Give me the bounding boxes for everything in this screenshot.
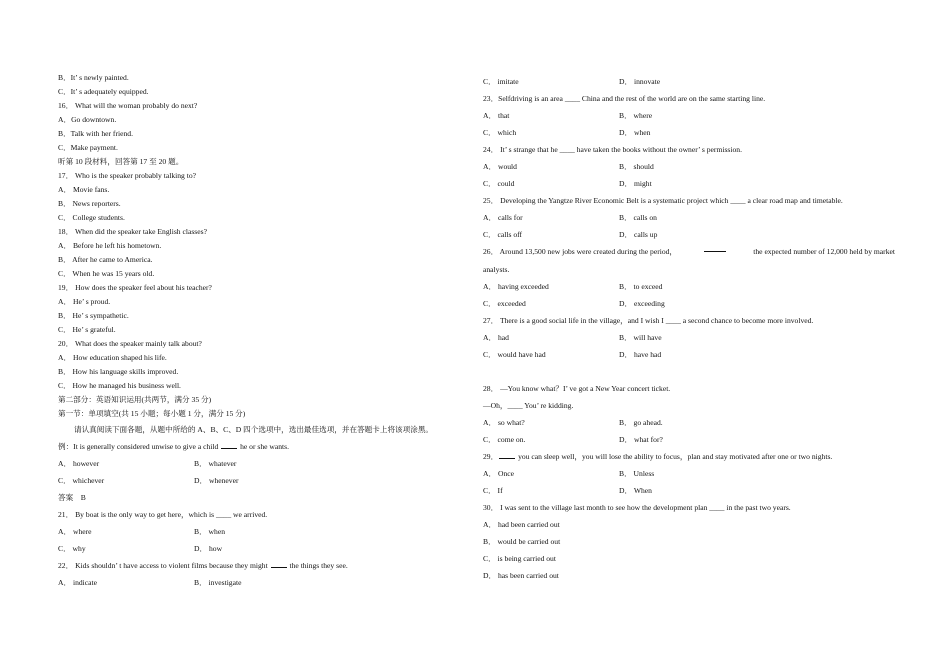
q21-options-ab [58,523,458,540]
answer-blank [221,440,237,449]
q27-option-a: A． had [483,333,509,342]
q30-question: 30． I was sent to the village last month to see how the development plan ____ in the past two years. [483,503,791,512]
spacer [483,363,895,380]
q28-question-continued: —Oh，____ You’ re kidding. [483,401,574,410]
q27-option-b: B． will have [619,333,662,342]
q25-question: 25． Developing the Yangtze River Economic Belt is a systematic project which ____ a clear road map and timetable. [483,196,843,205]
q26-question-continued: analysts. [483,265,510,274]
q29-option-c: C． If [483,486,503,495]
q30-option-c: C． is being carried out [483,554,556,563]
q17-question: 17． Who is the speaker probably talking to? [58,171,196,180]
q28-options-ab [483,414,895,431]
q19-option-a: A． He’ s proud. [58,297,111,306]
q20-question: 20． What does the speaker mainly talk about? [58,339,202,348]
q26-option-c: C． exceeded [483,299,526,308]
section-1-heading: 第一节：单项填空(共 15 小题；每小题 1 分，满分 15 分) [58,409,246,418]
left-column [58,71,458,591]
q28-option-b: B． go ahead. [619,418,663,427]
q28-option-d: D． what for? [619,435,663,444]
q23-option-b: B． where [619,111,653,120]
q21-options-cd [58,540,458,557]
q25-options-ab [483,209,895,226]
q21-option-c: C． why [58,544,86,553]
q18-option-b: B． After he came to America. [58,255,153,264]
q21-question: 21． By boat is the only way to get here，which is ____ we arrived. [58,510,268,519]
q29-text-after: you can sleep well，you will lose the ability to focus，plan and stay motivated after one or two nights. [518,452,833,461]
q23-options-ab [483,107,895,124]
q22-option-d: D． innovate [619,77,661,86]
q23-option-c: C． which [483,128,517,137]
q23-options-cd [483,124,895,141]
q16-option-a: A．Go downtown. [58,115,117,124]
example-text-before: 例：It is generally considered unwise to give a child [58,442,219,451]
q21-option-b: B． when [194,527,226,536]
q16-question: 16． What will the woman probably do next? [58,101,198,110]
q25-option-a: A． calls for [483,213,523,222]
q22-question [58,557,458,574]
q29-options-cd [483,482,895,499]
q25-option-b: B． calls on [619,213,657,222]
q27-option-c: C． would have had [483,350,546,359]
q20-option-a: A． How education shaped his life. [58,353,167,362]
q19-option-b: B． He’ s sympathetic. [58,311,129,320]
q24-option-b: B． should [619,162,654,171]
q26-options-cd [483,295,895,312]
q25-option-c: C． calls off [483,230,523,239]
q19-question: 19． How does the speaker feel about his teacher? [58,283,212,292]
q24-options-ab [483,158,895,175]
q28-option-c: C． come on. [483,435,526,444]
answer-blank [499,450,515,459]
example-options-ab [58,455,458,472]
q15-option-b: B．It’ s newly painted. [58,73,129,82]
part-2-heading: 第二部分：英语知识运用(共两节，满分 35 分) [58,395,212,404]
q26-option-a: A． having exceeded [483,282,549,291]
answer-blank [704,243,726,252]
q19-option-c: C． He’ s grateful. [58,325,116,334]
example-options-cd [58,472,458,489]
q20-option-c: C． How he managed his business well. [58,381,181,390]
q22-options-ab [58,574,458,591]
right-column [483,73,895,584]
q29-option-d: D． When [619,486,652,495]
q22-text-after: the things they see. [289,561,348,570]
q29-number: 29． [483,452,499,461]
q27-options-ab [483,329,895,346]
q28-question: 28． —You know what？I’ ve got a New Year concert ticket. [483,384,671,393]
q21-option-a: A． where [58,527,92,536]
q25-options-cd [483,226,895,243]
example-option-b: B． whatever [194,459,237,468]
q22-option-c: C． imitate [483,77,519,86]
q26-options-ab [483,278,895,295]
q27-option-d: D． have had [619,350,662,359]
q30-option-d: D． has been carried out [483,571,559,580]
q21-option-d: D． how [194,544,223,553]
q22-text-before: 22． Kids shouldn’ t have access to violent films because they might [58,561,268,570]
q17-option-b: B． News reporters. [58,199,121,208]
q22-option-b: B． investigate [194,578,242,587]
q23-option-d: D． when [619,128,651,137]
q29-question [483,448,895,465]
q29-option-a: A． Once [483,469,514,478]
q30-option-b: B． would be carried out [483,537,561,546]
q24-question: 24． It’ s strange that he ____ have taken the books without the owner’ s permission. [483,145,742,154]
q17-option-c: C． College students. [58,213,125,222]
q28-options-cd [483,431,895,448]
q27-question: 27． There is a good social life in the village，and I wish I ____ a second chance to become more involved. [483,316,814,325]
section-instruction: 请认真阅读下面各题，从题中所给的 A、B、C、D 四个选项中，选出最佳选项，并在答题卡上将该项涂黑。 [74,425,434,434]
example-option-c: C． whichever [58,476,105,485]
q28-option-a: A． so what? [483,418,525,427]
example-option-a: A． however [58,459,100,468]
q29-options-ab [483,465,895,482]
q23-question: 23．Selfdriving is an area ____ China and the rest of the world are on the same starting line. [483,94,766,103]
q18-option-c: C． When he was 15 years old. [58,269,155,278]
q15-option-c: C．It’ s adequately equipped. [58,87,149,96]
example-text-after: he or she wants. [240,442,290,451]
q24-options-cd [483,175,895,192]
q24-option-c: C． could [483,179,515,188]
q18-question: 18． When did the speaker take English classes? [58,227,207,236]
q25-option-d: D． calls up [619,230,658,239]
listening-10-instruction: 听第 10 段材料，回答第 17 至 20 题。 [58,157,184,166]
q17-option-a: A． Movie fans. [58,185,110,194]
q26-question [483,243,895,261]
q24-option-d: D． might [619,179,652,188]
q18-option-a: A． Before he left his hometown. [58,241,162,250]
q26-option-b: B． to exceed [619,282,663,291]
q16-option-c: C．Make payment. [58,143,118,152]
example-question [58,438,458,455]
q26-text-after: the expected number of 12,000 held by market [753,247,895,256]
q27-options-cd [483,346,895,363]
q29-option-b: B． Unless [619,469,655,478]
q26-text-before: 26． Around 13,500 new jobs were created during the period， [483,247,678,256]
q26-option-d: D． exceeding [619,299,665,308]
q22-options-cd [483,73,895,90]
answer-blank [271,559,287,568]
q24-option-a: A． would [483,162,517,171]
q20-option-b: B． How his language skills improved. [58,367,179,376]
example-answer: 答案 B [58,493,86,502]
q16-option-b: B．Talk with her friend. [58,129,133,138]
q30-option-a: A． had been carried out [483,520,560,529]
example-option-d: D． whenever [194,476,239,485]
q23-option-a: A． that [483,111,510,120]
q22-option-a: A． indicate [58,578,98,587]
